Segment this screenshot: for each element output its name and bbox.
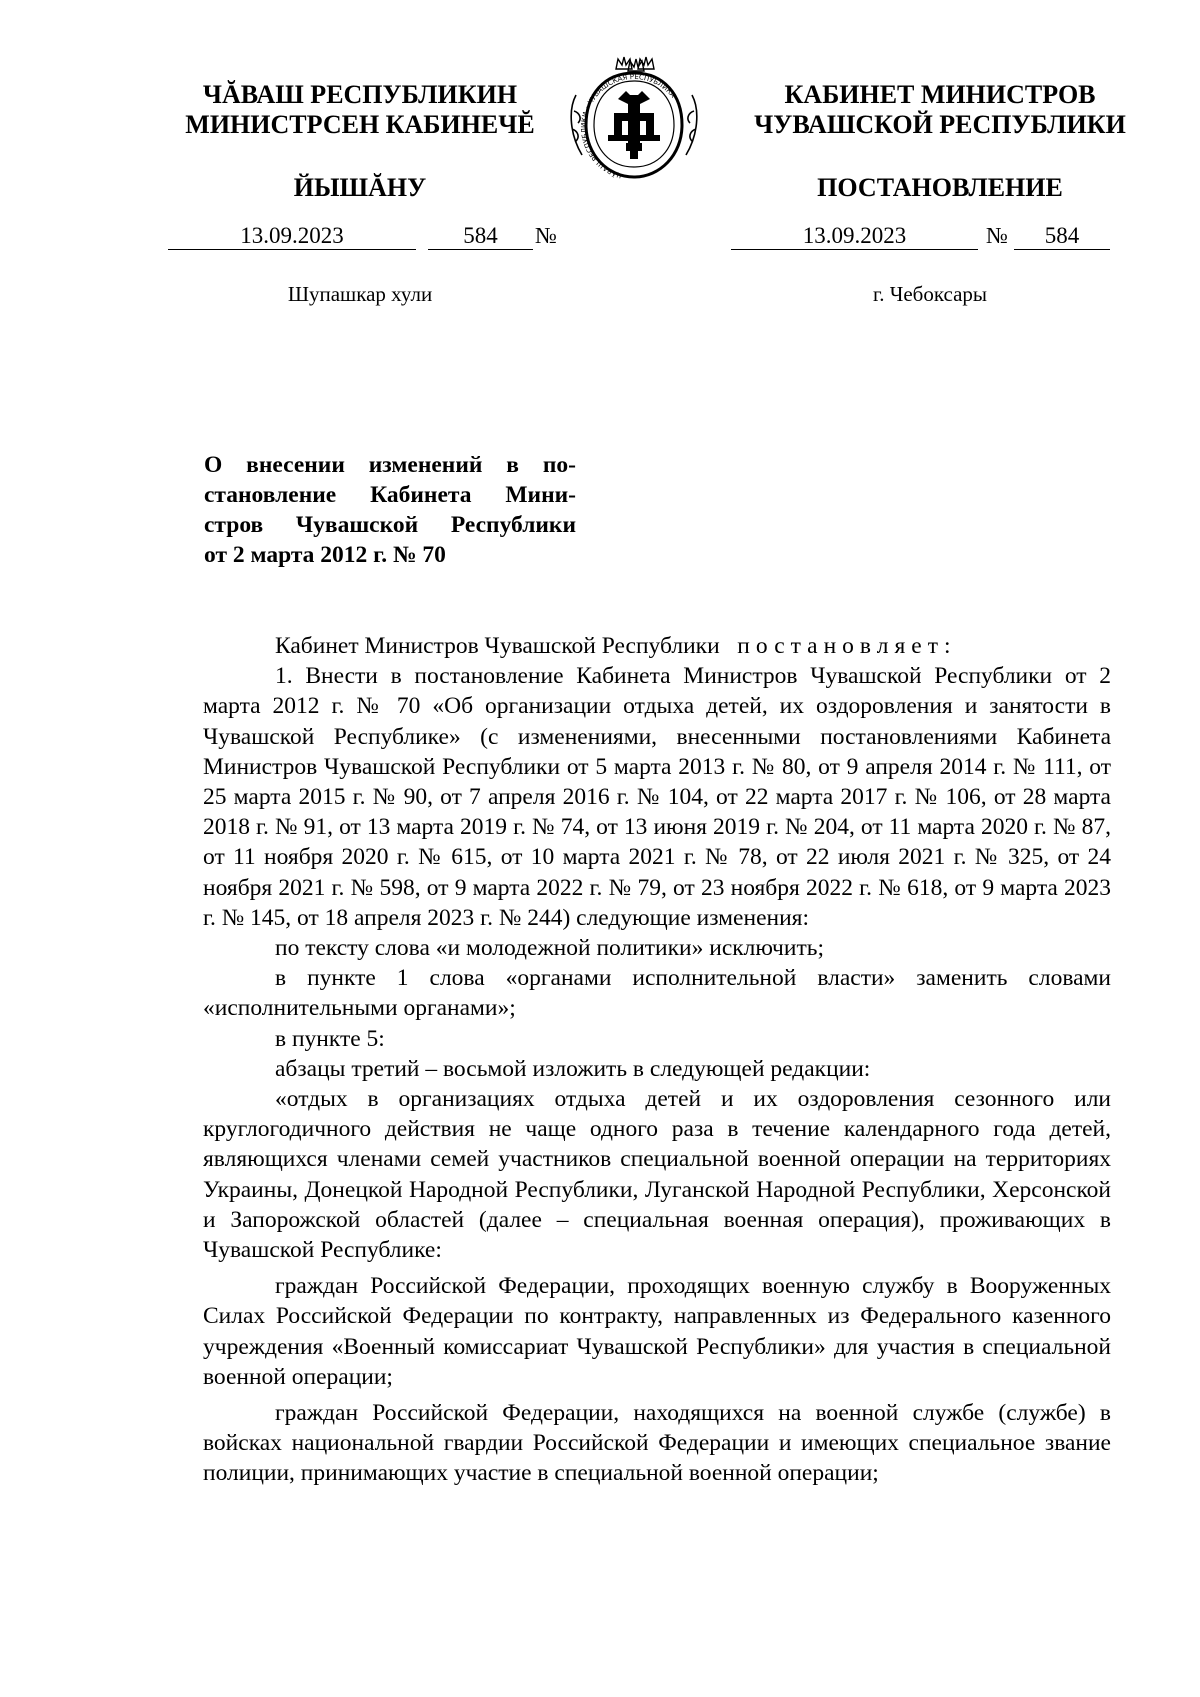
body-paragraph: «отдых в организациях отдыха детей и их оздоровления сезонного или круглогодичного действия не чаще одного раза в течение календарного года детей, являющихся членами семей участников специальной военной операции на территориях Украины, Донецкой Народной Республики, Луганской Народной Республики, Херсонской и Запорожской областей (далее – специальная военная операция), проживающих в Чувашской Республике: <box>203 1086 1111 1264</box>
body-paragraph: абзацы третий – восьмой изложить в следующей редакции: <box>275 1055 871 1082</box>
left-number-sign: № <box>535 223 557 248</box>
right-date-line <box>0 223 1200 251</box>
body-paragraph: в пункте 5: <box>275 1025 385 1052</box>
body-paragraph: граждан Российской Федерации, проходящих военную службу в Вооруженных Силах Российской Федерации по контракту, направленных из Федерального казенного учреждения «Военный комиссариат Чувашской Республики» для участия в специальной военной операции; <box>203 1273 1111 1390</box>
left-number-field: 584 <box>428 223 533 250</box>
body-paragraph: по тексту слова «и молодежной политики» исключить; <box>275 935 824 962</box>
subject-line-3: стров Чувашской Республики <box>204 512 576 538</box>
subject-line-2: становление Кабинета Мини- <box>204 482 576 508</box>
header-left-line2: МИНИСТРСЕН КАБИНЕЧĔ <box>185 110 535 139</box>
right-city: г. Чебоксары <box>872 282 988 306</box>
body-paragraph: граждан Российской Федерации, находящихся на военной службе (службе) в войсках национальной гвардии Российской Федерации и имеющих специальное звание полиции, принимающих участие в специальной военной операции; <box>203 1400 1111 1487</box>
emblem-ring-text: ЧĂВАШ РЕСПУБЛИКИ • ЧУВАШСКАЯ РЕСПУБЛИКА <box>579 72 678 180</box>
subject-line-4: от 2 марта 2012 г. № 70 <box>204 542 446 568</box>
header-left-doc-kind: ЙЫШĂНУ <box>293 173 427 202</box>
right-number-field: 584 <box>1014 223 1110 250</box>
coat-of-arms-emblem <box>564 55 704 185</box>
header-right <box>730 80 1150 203</box>
left-date-field: 13.09.2023 <box>168 223 416 250</box>
header-right-doc-kind: ПОСТАНОВЛЕНИЕ <box>817 173 1063 202</box>
subject-line-1: О внесении изменений в по- <box>204 452 576 478</box>
body-intro <box>203 631 1111 661</box>
left-city: Шупашкар хули <box>287 282 433 306</box>
document-body <box>203 631 1111 1489</box>
header-right-line1: КАБИНЕТ МИНИСТРОВ <box>784 80 1096 109</box>
body-paragraph: в пункте 1 слова «органами исполнительной власти» заменить словами «исполнительными органами»; <box>203 965 1111 1022</box>
right-number-sign: № <box>986 223 1008 248</box>
intro-verb: постановляет: <box>737 633 957 659</box>
right-date-field: 13.09.2023 <box>731 223 978 250</box>
intro-subject: Кабинет Министров Чувашской Республики <box>275 633 720 659</box>
header-left <box>150 80 570 203</box>
body-paragraph: 1. Внести в постановление Кабинета Министров Чувашской Республики от 2 марта 2012 г. № 70 «Об организации отдыха детей, их оздоровления и занятости в Чувашской Республике» (с изменениями, внесенными постановлениями Кабинета Министров Чувашской Республики от 5 марта 2013 г. № 80, от 9 апреля 2014 г. № 111, от 25 марта 2015 г. № 90, от 7 апреля 2016 г. № 104, от 22 марта 2017 г. № 106, от 28 марта 2018 г. № 91, от 13 марта 2019 г. № 74, от 13 июня 2019 г. № 204, от 11 марта 2020 г. № 87, от 11 ноября 2020 г. № 615, от 10 марта 2021 г. № 78, от 22 июля 2021 г. № 325, от 24 ноября 2021 г. № 598, от 9 марта 2022 г. № 79, от 23 ноября 2022 г. № 618, от 9 марта 2023 г. № 145, от 18 апреля 2023 г. № 244) следующие изменения: <box>203 663 1111 931</box>
header-left-line1: ЧĂВАШ РЕСПУБЛИКИН <box>202 80 518 109</box>
header-right-line2: ЧУВАШСКОЙ РЕСПУБЛИКИ <box>754 110 1126 139</box>
document-subject <box>204 450 576 570</box>
